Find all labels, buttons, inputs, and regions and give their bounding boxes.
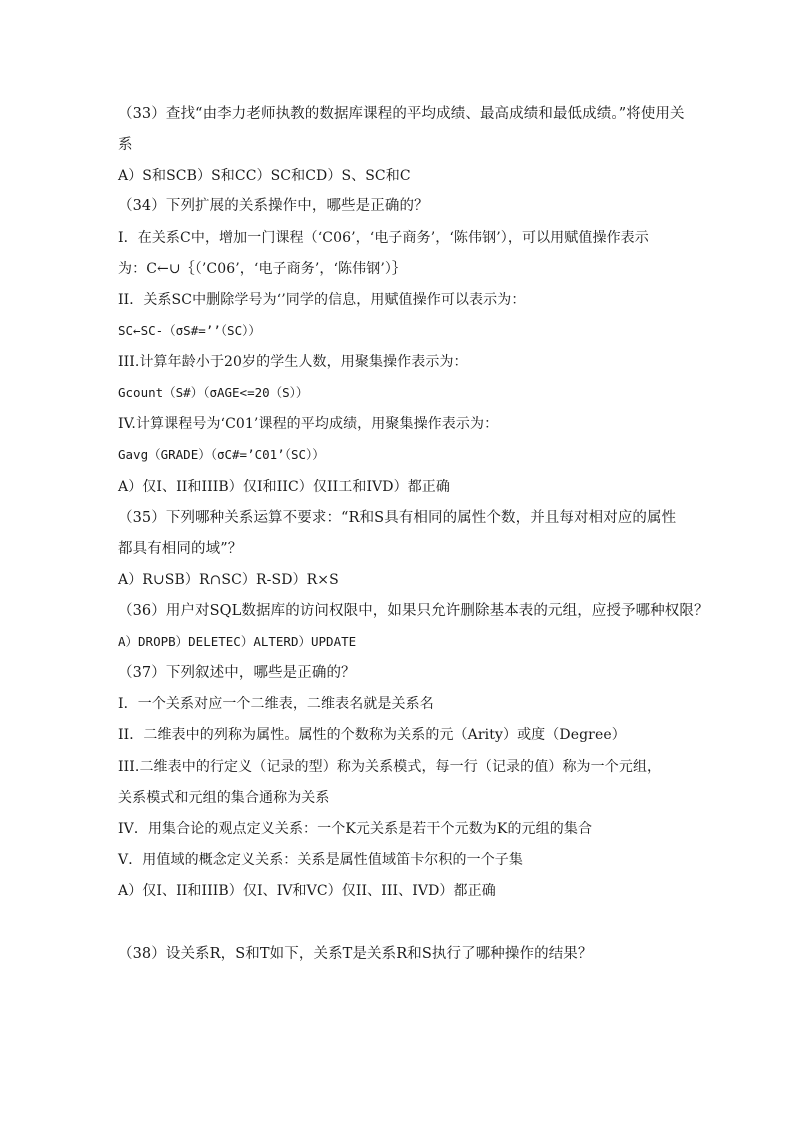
q37-options: A）仅I、II和IIIB）仅I、IV和VC）仅II、III、IVD）都正确	[118, 883, 496, 899]
q34-item-3-line-1: III.计算年龄小于20岁的学生人数，用聚集操作表示为：	[118, 354, 468, 370]
q36-text-line-1: （36）用户对SQL数据库的访问权限中，如果只允许删除基本表的元组，应授予哪种权限？	[118, 603, 709, 619]
q33-text-line-2: 系	[118, 137, 133, 153]
q33-text-line-1: （33）查找“由李力老师执教的数据库课程的平均成绩、最高成绩和最低成绩。”将使用关	[118, 106, 685, 122]
q34-item-4-line-1: IV.计算课程号为‘C01’课程的平均成绩，用聚集操作表示为：	[118, 416, 499, 432]
q35-options: A）R∪SB）R∩SC）R-SD）R×S	[118, 572, 339, 588]
q33-options: A）S和SCB）S和CC）SC和CD）S、SC和C	[118, 168, 411, 184]
q36-options: A）DROPB）DELETEC）ALTERD）UPDATE	[118, 634, 357, 649]
q37-title: （37）下列叙述中，哪些是正确的？	[118, 665, 356, 681]
q34-title: （34）下列扩展的关系操作中，哪些是正确的？	[118, 198, 429, 214]
q37-item-3-line-1: III.二维表中的行定义（记录的型）称为关系模式，每一行（记录的值）称为一个元组，	[118, 759, 662, 775]
q34-item-4-formula: Gavg（GRADE）（σC#=’C01’（SC））	[118, 447, 325, 462]
q37-item-2: II．二维表中的列称为属性。属性的个数称为关系的元（Arity）或度（Degree）	[118, 727, 626, 743]
q37-item-5: V．用值域的概念定义关系：关系是属性值域笛卡尔积的一个子集	[118, 852, 524, 868]
q37-item-3-line-2: 关系模式和元组的集合通称为关系	[118, 790, 330, 806]
q37-item-1: I．一个关系对应一个二维表，二维表名就是关系名	[118, 696, 434, 712]
q38-text-line-1: （38）设关系R，S和T如下，关系T是关系R和S执行了哪种操作的结果？	[118, 946, 593, 962]
q34-options: A）仅I、II和IIIB）仅I和IIC）仅II工和IVD）都正确	[118, 479, 451, 495]
q34-item-1-line-2: 为：C←∪｛（’C06’，‘电子商务’，‘陈伟钢’）｝	[118, 261, 407, 277]
q34-item-2-line-1: II．关系SC中删除学号为‘’同学的信息，用赋值操作可以表示为：	[118, 292, 526, 308]
q34-item-3-formula: Gcount（S#）（σAGE<=20（S））	[118, 385, 309, 400]
q34-item-1-line-1: I．在关系C中，增加一门课程（‘C06’，‘电子商务’，‘陈伟钢’），可以用赋值操作表示	[118, 230, 649, 246]
q35-text-line-1: （35）下列哪种关系运算不要求：“R和S具有相同的属性个数，并且每对相对应的属性	[118, 510, 677, 526]
q35-text-line-2: 都具有相同的域”？	[118, 541, 243, 557]
q37-item-4: IV．用集合论的观点定义关系：一个K元关系是若干个元数为K的元组的集合	[118, 821, 593, 837]
q34-item-2-formula: SC←SC-（σS#=’’（SC））	[118, 323, 261, 338]
